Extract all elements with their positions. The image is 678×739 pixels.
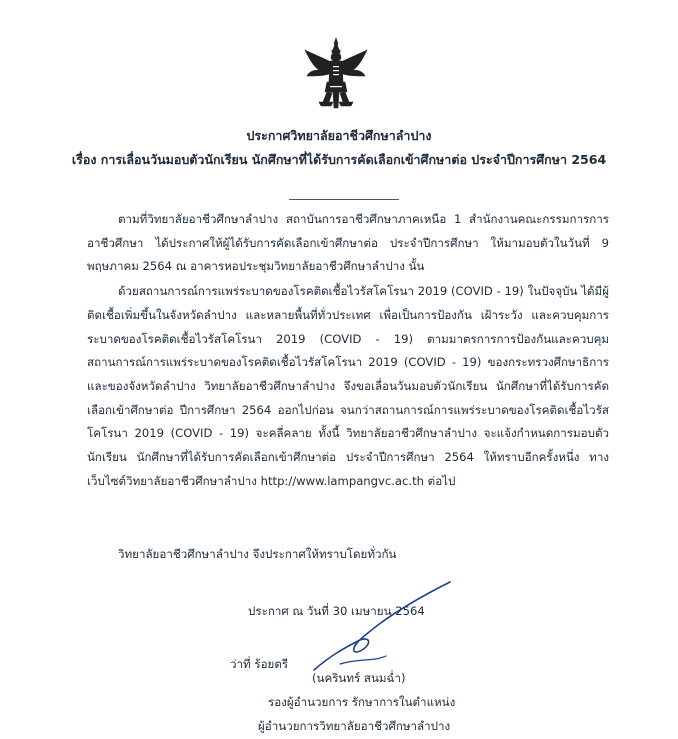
signer-name: (นครินทร์ สนมฉ่ำ) [312, 671, 406, 685]
signer-position-title: ผู้อำนวยการวิทยาลัยอาชีวศึกษาลำปาง [258, 719, 451, 733]
closing-statement: วิทยาลัยอาชีวศึกษาลำปาง จึงประกาศให้ทราบโดยทั่วกัน [118, 547, 397, 561]
handwritten-signature-icon [300, 578, 460, 678]
acting-rank: ว่าที่ ร้อยตรี [230, 657, 289, 671]
divider [289, 199, 399, 200]
garuda-emblem-icon [303, 36, 369, 110]
date-line: ประกาศ ณ วันที่ 30 เมษายน 2564 [248, 604, 425, 618]
body-paragraph: ตามที่วิทยาลัยอาชีวศึกษาลำปาง สถาบันการอาชีวศึกษาภาคเหนือ 1 สำนักงานคณะกรรมการการอาชีวศึกษา ได้ประกาศให้ผู้ได้รับการคัดเลือกเข้าศึกษาต่อ ประจำปีการศึกษา ให้มามอบตัวในวันที่ 9 พฤษภาคม 2564 ณ อาคารหอประชุมวิทยาลัยอาชีวศึกษาลำปาง นั้น [87, 212, 609, 274]
announcement-title: ประกาศวิทยาลัยอาชีวศึกษาลำปาง [246, 128, 432, 143]
announcement-subject: เรื่อง การเลื่อนวันมอบตัวนักเรียน นักศึกษาที่ได้รับการคัดเลือกเข้าศึกษาต่อ ประจำปีการศึกษา 2564 [71, 152, 607, 167]
announcement-body [87, 208, 609, 493]
signer-position: รองผู้อำนวยการ รักษาการในตำแหน่ง [268, 695, 456, 709]
body-paragraph: ด้วยสถานการณ์การแพร่ระบาดของโรคติดเชื้อไวรัสโคโรนา 2019 (COVID - 19) ในปัจจุบัน ได้มีผู้ติดเชื้อเพิ่มขึ้นในจังหวัดลำปาง และหลายพื้นที่ทั่วประเทศ เพื่อเป็นการป้องกัน เฝ้าระวัง และควบคุมการระบาดของโรคติดเชื้อไวรัสโคโรนา 2019 (COVID - 19) ตามมาตรการการป้องกันและควบคุมสถานการณ์การแพร่ระบาดของโรคติดเชื้อไวรัสโคโรนา 2019 (COVID - 19) ของกระทรวงศึกษาธิการ และของจังหวัดลำปาง วิทยาลัยอาชีวศึกษาลำปาง จึงขอเลื่อนวันมอบตัวนักเรียน นักศึกษาที่ได้รับการคัดเลือกเข้าศึกษาต่อ ปีการศึกษา 2564 ออกไปก่อน จนกว่าสถานการณ์การแพร่ระบาดของโรคติดเชื้อไวรัสโคโรนา 2019 (COVID - 19) จะคลี่คลาย ทั้งนี้ วิทยาลัยอาชีวศึกษาลำปาง จะแจ้งกำหนดการมอบตัวนักเรียน นักศึกษาที่ได้รับการคัดเลือกเข้าศึกษาต่อ ประจำปีการศึกษา 2564 ให้ทราบอีกครั้งหนึ่ง ทางเว็บไซต์วิทยาลัยอาชีวศึกษาลำปาง http://www.lampangvc.ac.th ต่อไป [87, 284, 609, 488]
